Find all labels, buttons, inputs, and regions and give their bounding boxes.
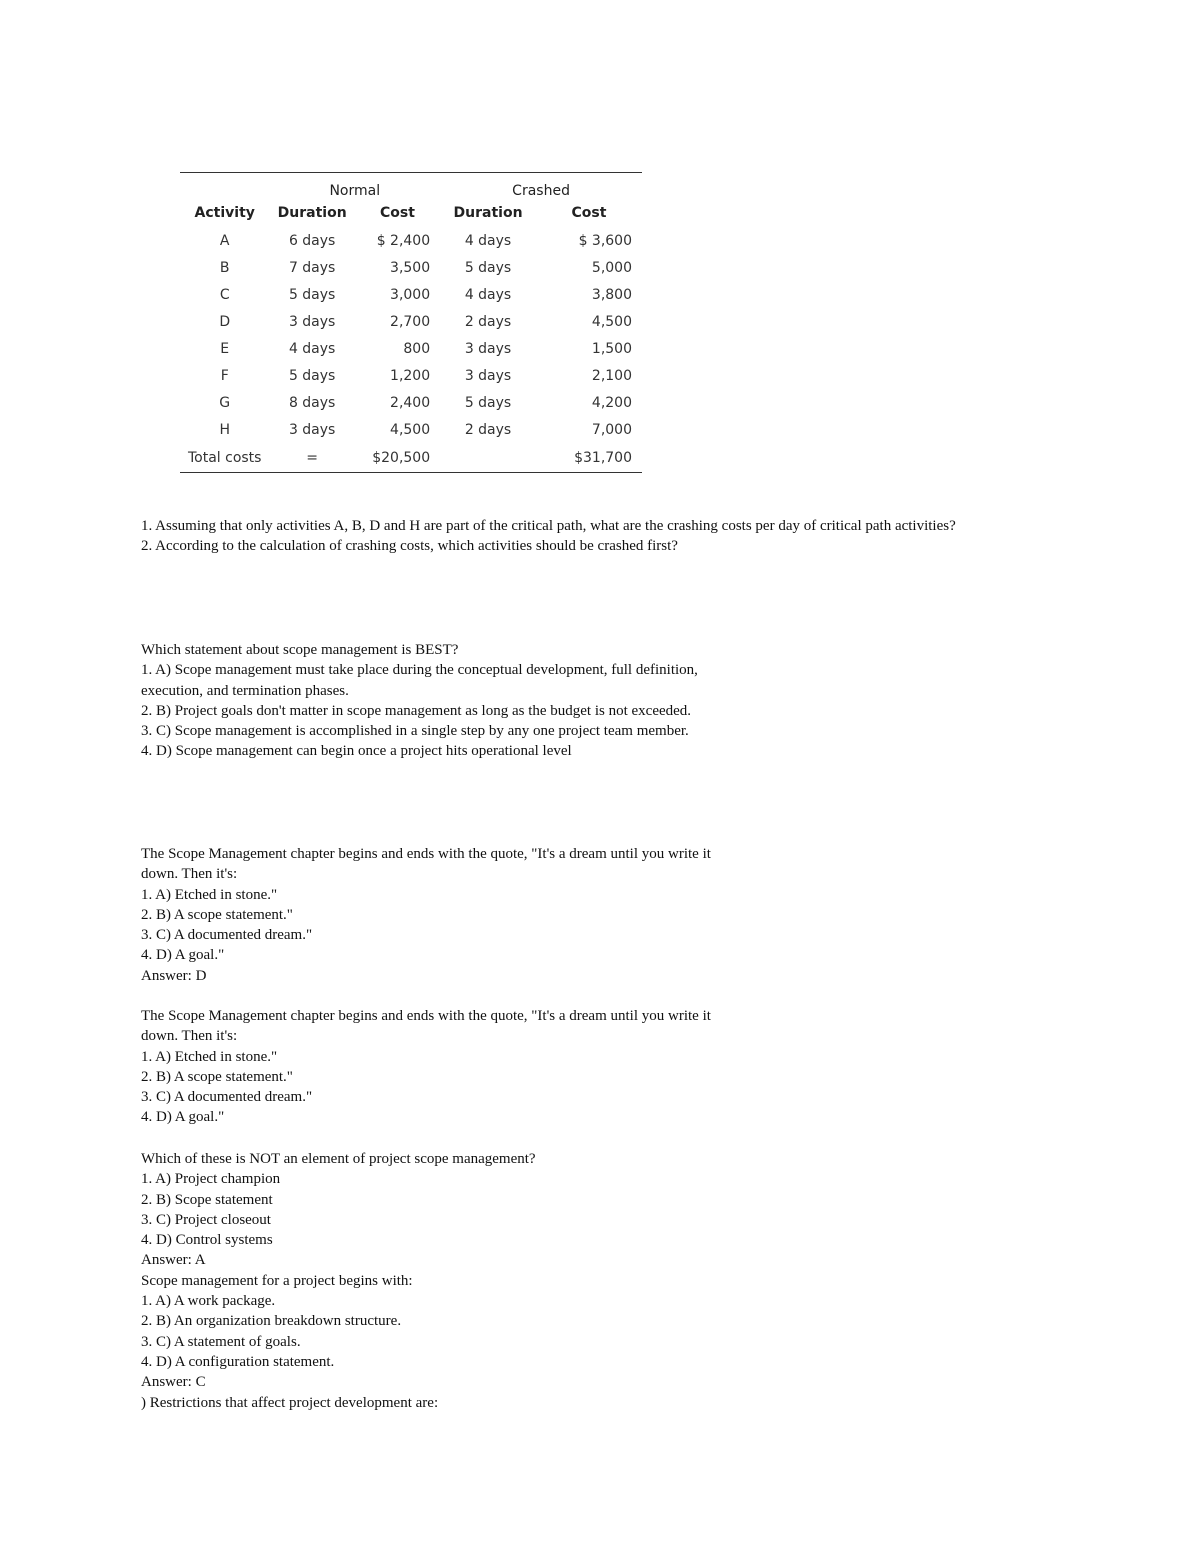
scope-question-best	[141, 640, 741, 762]
scope-question-quote-2	[141, 1006, 741, 1128]
answer-option: 2. B) Scope statement	[141, 1191, 273, 1208]
question-text: 1. Assuming that only activities A, B, D and H are part of the critical path, what are the crashing costs per day of critical path activities?	[141, 518, 956, 534]
answer-option: 3. C) A documented dream."	[141, 1089, 313, 1106]
answer-key: Answer: C	[141, 1374, 206, 1391]
crashing-questions	[141, 516, 1041, 557]
question-stem: Which statement about scope management is BEST?	[141, 642, 459, 658]
answer-option: 3. C) Project closeout	[141, 1211, 271, 1228]
normal-group-header: Normal	[269, 173, 440, 200]
answer-option: 3. C) Scope management is accomplished in a single step by any one project team member.	[141, 723, 689, 740]
scope-question-elements	[141, 1149, 741, 1413]
answer-option: 1. A) Scope management must take place during the conceptual development, full definition, execution, and termination phases.	[141, 662, 698, 699]
total-costs-row: Total costs = $20,500 $31,700	[180, 443, 642, 473]
table-row: E 4 days 800 3 days 1,500	[220, 340, 632, 357]
answer-option: 3. C) A statement of goals.	[141, 1333, 301, 1350]
table-row: B 7 days 3,500 5 days 5,000	[219, 259, 632, 276]
answer-option: 4. D) A goal."	[141, 1109, 225, 1126]
answer-option: 3. C) A documented dream."	[141, 927, 313, 944]
answer-option: 1. A) A work package.	[141, 1293, 276, 1310]
question-stem: Which of these is NOT an element of project scope management?	[141, 1151, 536, 1167]
question-stem: The Scope Management chapter begins and ends with the quote, "It's a dream until you write it down. Then it's:	[141, 846, 711, 883]
table-row: F 5 days 1,200 3 days 2,100	[220, 367, 632, 384]
crashed-group-header: Crashed	[440, 173, 642, 200]
question-stem: ) Restrictions that affect project development are:	[141, 1394, 439, 1411]
table-row: A 6 days $ 2,400 4 days $ 3,600	[219, 232, 632, 249]
answer-option: 2. B) A scope statement."	[141, 1068, 293, 1085]
table-row: H 3 days 4,500 2 days 7,000	[219, 421, 632, 438]
question-text: 2. According to the calculation of crashing costs, which activities should be crashed first?	[141, 538, 678, 555]
answer-option: 4. D) Control systems	[141, 1232, 273, 1249]
answer-option: 1. A) Etched in stone."	[141, 1048, 278, 1065]
col-header-activity: Activity	[194, 205, 255, 221]
table-row: D 3 days 2,700 2 days 4,500	[219, 313, 632, 330]
answer-option: 4. D) A goal."	[141, 947, 225, 964]
answer-option: 1. A) Project champion	[141, 1171, 281, 1188]
question-stem: Scope management for a project begins with:	[141, 1272, 413, 1289]
answer-option: 4. D) Scope management can begin once a project hits operational level	[141, 743, 572, 760]
scope-question-quote-1	[141, 844, 741, 986]
answer-option: 1. A) Etched in stone."	[141, 886, 278, 903]
answer-option: 4. D) A configuration statement.	[141, 1353, 335, 1370]
answer-option: 2. B) An organization breakdown structure.	[141, 1313, 402, 1330]
question-stem: The Scope Management chapter begins and ends with the quote, "It's a dream until you write it down. Then it's:	[141, 1008, 711, 1045]
answer-key: Answer: A	[141, 1252, 206, 1269]
answer-key: Answer: D	[141, 967, 207, 984]
col-header-crashed-cost: Cost	[571, 205, 607, 221]
col-header-crashed-duration: Duration	[453, 205, 523, 221]
col-header-normal-duration: Duration	[277, 205, 347, 221]
answer-option: 2. B) Project goals don't matter in scope management as long as the budget is not exceeded.	[141, 702, 692, 719]
table-row: G 8 days 2,400 5 days 4,200	[219, 394, 632, 411]
crashing-cost-table	[180, 172, 642, 473]
table-row: C 5 days 3,000 4 days 3,800	[219, 286, 632, 303]
col-header-normal-cost: Cost	[380, 205, 415, 221]
answer-option: 2. B) A scope statement."	[141, 906, 293, 923]
